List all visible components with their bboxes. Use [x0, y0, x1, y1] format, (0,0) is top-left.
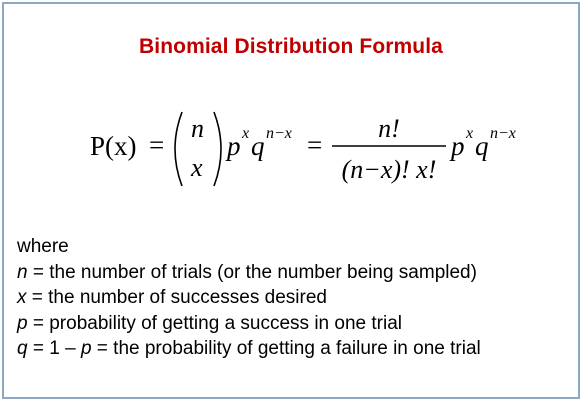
q-exp-2: n−x: [490, 125, 516, 142]
definition-x: [17, 285, 481, 311]
definition-p-text: = probability of getting a success in one trial: [27, 312, 402, 334]
p-base-2: p: [451, 131, 465, 161]
definition-n: [17, 260, 481, 286]
binomial-formula: [4, 104, 578, 204]
definition-q-text: = 1 –: [27, 338, 81, 359]
p-exp-2: x: [466, 125, 474, 142]
p-base-1: p: [227, 131, 241, 161]
variable-p: p: [17, 312, 28, 334]
variable-p-in-q: p: [80, 338, 92, 359]
definitions-intro: where: [17, 236, 69, 257]
q-base-1: q: [251, 131, 265, 161]
definition-q-text-2: = the probability of getting a failure in one trial: [91, 338, 481, 359]
p-exp-1: x: [242, 125, 250, 142]
variable-n: n: [17, 261, 28, 283]
definitions: [17, 234, 481, 362]
q-exp-1: n−x: [266, 125, 292, 142]
formula-equals-1: =: [149, 130, 165, 160]
fraction-denominator: (n−x)! x!: [341, 155, 437, 184]
binom-bottom: x: [191, 153, 203, 182]
formula-lhs: P(x): [90, 131, 137, 161]
q-base-2: q: [475, 131, 489, 161]
fraction-numerator: n!: [378, 114, 400, 143]
definition-p: [17, 311, 481, 337]
variable-q: q: [17, 338, 28, 359]
definition-x-text: = the number of successes desired: [26, 287, 327, 308]
definition-n-text: = the number of trials (or the number being sampled): [27, 261, 477, 283]
binom-top: n: [191, 114, 204, 143]
formula-svg: [4, 104, 582, 204]
formula-card: [2, 2, 580, 399]
page-title: Binomial Distribution Formula: [139, 35, 443, 58]
formula-equals-2: =: [307, 130, 323, 160]
binom-right-paren: [214, 112, 221, 186]
variable-x: x: [17, 287, 27, 308]
definition-q: [17, 336, 481, 362]
binom-left-paren: [175, 112, 182, 186]
